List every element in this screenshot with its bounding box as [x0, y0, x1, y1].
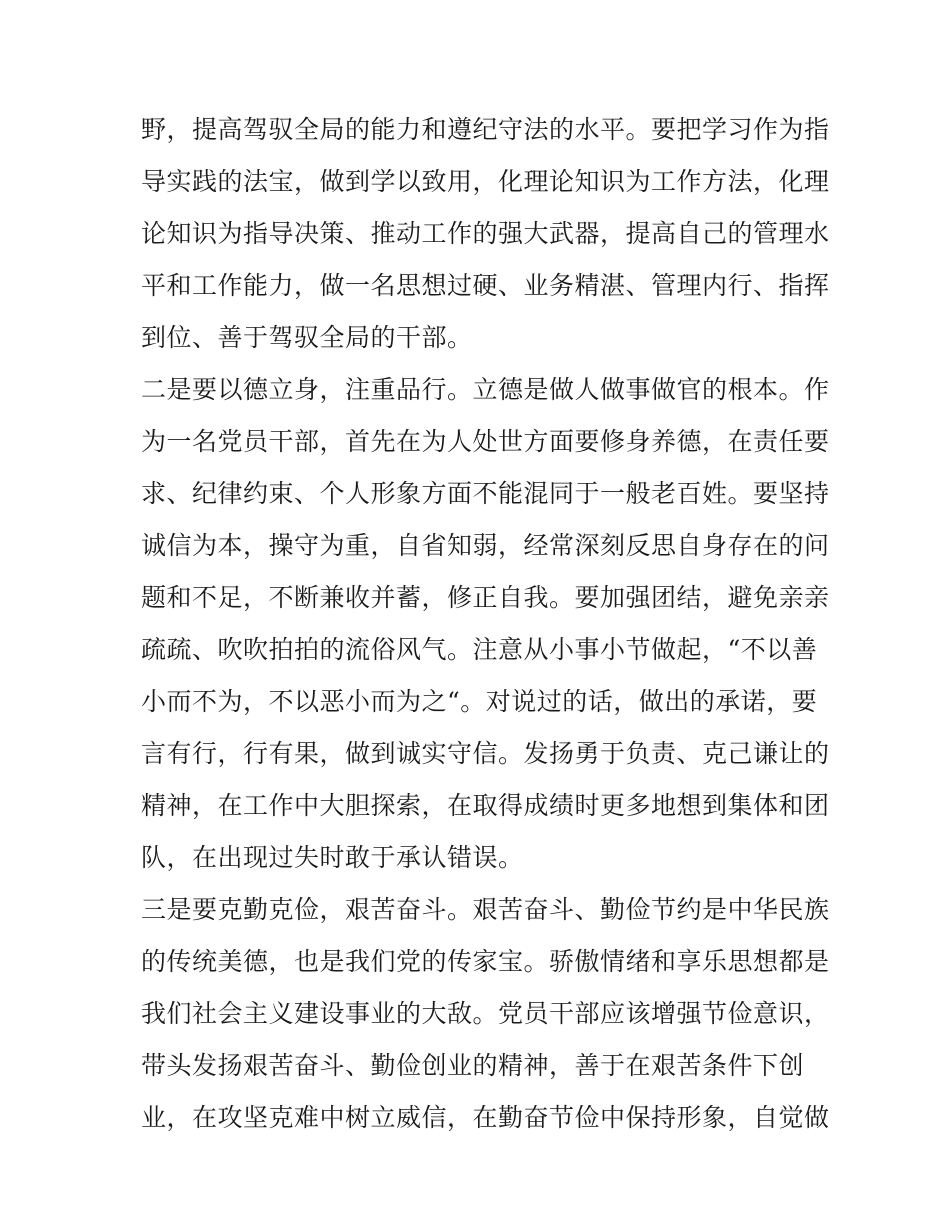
text-line: 导实践的法宝，做到学以致用，化理论知识为工作方法，化理 — [141, 167, 830, 196]
text-line: 言有行，行有果，做到诚实守信。发扬勇于负责、克己谦让的 — [141, 739, 830, 768]
text-line: 我们社会主义建设事业的大敌。党员干部应该增强节俭意识， — [141, 999, 830, 1028]
text-line: 队，在出现过失时敢于承认错误。 — [141, 843, 524, 872]
document-body-text — [141, 104, 830, 1144]
text-line: 平和工作能力，做一名思想过硬、业务精湛、管理内行、指挥 — [141, 271, 830, 300]
text-line: 带头发扬艰苦奋斗、勤俭创业的精神，善于在艰苦条件下创 — [141, 1051, 805, 1080]
text-line: 论知识为指导决策、推动工作的强大武器，提高自己的管理水 — [141, 219, 830, 248]
text-line: 二是要以德立身，注重品行。立德是做人做事做官的根本。作 — [141, 375, 830, 404]
text-line: 三是要克勤克俭，艰苦奋斗。艰苦奋斗、勤俭节约是中华民族 — [141, 895, 830, 924]
text-line: 为一名党员干部，首先在为人处世方面要修身养德，在责任要 — [141, 427, 830, 456]
text-line: 精神，在工作中大胆探索，在取得成绩时更多地想到集体和团 — [141, 791, 830, 820]
text-line: 小而不为，不以恶小而为之“。对说过的话，做出的承诺，要 — [141, 687, 818, 716]
text-line: 业，在攻坚克难中树立威信，在勤奋节俭中保持形象，自觉做 — [141, 1103, 830, 1132]
text-line: 野，提高驾驭全局的能力和遵纪守法的水平。要把学习作为指 — [141, 115, 830, 144]
text-line: 求、纪律约束、个人形象方面不能混同于一般老百姓。要坚持 — [141, 479, 830, 508]
text-line: 题和不足，不断兼收并蓄，修正自我。要加强团结，避免亲亲 — [141, 583, 830, 612]
text-line: 的传统美德，也是我们党的传家宝。骄傲情绪和享乐思想都是 — [141, 947, 830, 976]
text-line: 诚信为本，操守为重，自省知弱，经常深刻反思自身存在的问 — [141, 531, 830, 560]
text-line: 疏疏、吹吹拍拍的流俗风气。注意从小事小节做起，“不以善 — [141, 635, 818, 664]
text-line: 到位、善于驾驭全局的干部。 — [141, 323, 473, 352]
